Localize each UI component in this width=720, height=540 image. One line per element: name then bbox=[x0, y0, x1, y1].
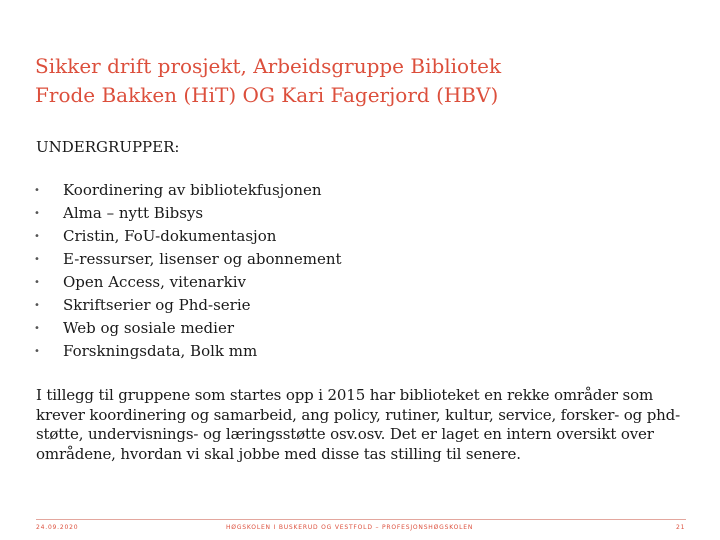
slide-title-line: Sikker drift prosjekt, Arbeidsgruppe Bibliotek bbox=[35, 54, 502, 78]
list-item-text: Skriftserier og Phd-serie bbox=[63, 296, 251, 314]
page-number: 21 bbox=[676, 524, 686, 531]
bullet-icon: • bbox=[34, 254, 40, 265]
footer-divider bbox=[36, 519, 686, 520]
list-item-text: Forskningsdata, Bolk mm bbox=[63, 342, 258, 360]
list-item-text: E-ressurser, lisenser og abonnement bbox=[63, 250, 342, 268]
bullet-icon: • bbox=[34, 300, 40, 311]
footer-institution: HØGSKOLEN I BUSKERUD OG VESTFOLD – PROFESJONSHØGSKOLEN bbox=[226, 524, 474, 531]
list-item bbox=[34, 248, 342, 271]
bullet-icon: • bbox=[34, 208, 40, 219]
bullet-icon: • bbox=[34, 185, 40, 196]
list-item-text: Open Access, vitenarkiv bbox=[63, 273, 246, 291]
footer-date: 24.09.2020 bbox=[36, 524, 79, 531]
list-item-text: Alma – nytt Bibsys bbox=[63, 204, 204, 222]
slide-title bbox=[35, 52, 695, 110]
list-item bbox=[34, 271, 342, 294]
list-item-text: Koordinering av bibliotekfusjonen bbox=[63, 181, 322, 199]
list-item bbox=[34, 179, 342, 202]
body-paragraph: I tillegg til gruppene som startes opp i 2015 har biblioteket en rekke områder som krever koordinering og samarbeid, ang policy, rutiner, kultur, service, forsker- og phd-støtte, undervisnings- og læringsstøtte osv.osv. Det er laget en intern oversikt over områdene, hvordan vi skal jobbe med disse tas stilling til senere. bbox=[36, 386, 681, 463]
subheading: UNDERGRUPPER: bbox=[36, 138, 180, 156]
bullet-icon: • bbox=[34, 323, 40, 334]
list-item bbox=[34, 340, 342, 363]
list-item bbox=[34, 294, 342, 317]
list-item-text: Web og sosiale medier bbox=[63, 319, 234, 337]
bullet-icon: • bbox=[34, 346, 40, 357]
bullet-icon: • bbox=[34, 277, 40, 288]
bullet-list bbox=[34, 179, 342, 363]
list-item-text: Cristin, FoU-dokumentasjon bbox=[63, 227, 277, 245]
list-item bbox=[34, 317, 342, 340]
list-item bbox=[34, 225, 342, 248]
slide-title-line: Frode Bakken (HiT) OG Kari Fagerjord (HBV) bbox=[35, 83, 499, 107]
bullet-icon: • bbox=[34, 231, 40, 242]
list-item bbox=[34, 202, 342, 225]
